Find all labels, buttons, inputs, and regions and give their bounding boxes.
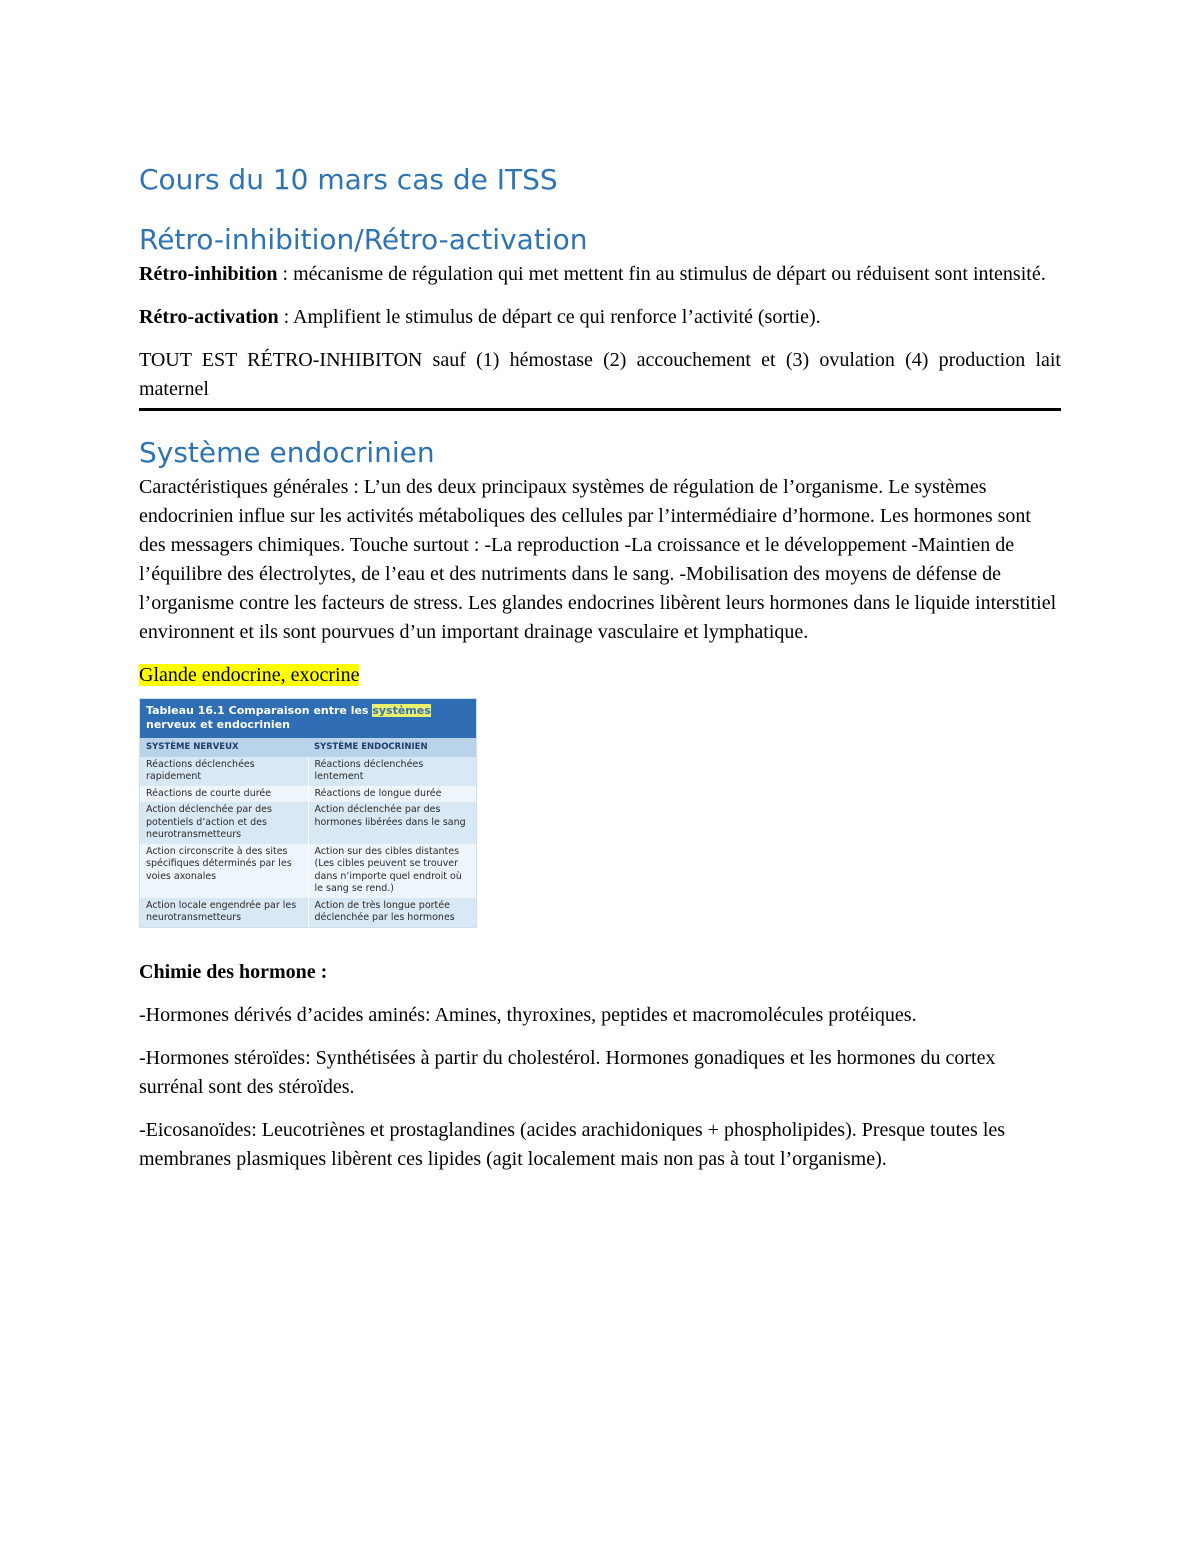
chimie-paragraph-3: -Eicosanoïdes: Leucotriènes et prostaglandines (acides arachidoniques + phospholipides). Presque toutes les membranes plasmiques libèrent ces lipides (agit localement mais non pas à tout l’organisme).	[139, 1118, 1006, 1170]
highlighted-text: Glande endocrine, exocrine	[139, 664, 360, 686]
table-title-part2: nerveux et endocrinien	[146, 718, 290, 731]
horizontal-divider	[139, 408, 1061, 411]
table-row	[140, 898, 476, 927]
table-title	[140, 699, 476, 738]
retro-activation-paragraph	[139, 303, 1061, 332]
chimie-paragraph-1: -Hormones dérivés d’acides aminés: Amines, thyroxines, peptides et macromolécules protéiques.	[139, 1003, 917, 1026]
table-cell: Réactions déclenchées rapidement	[140, 757, 309, 786]
table-body	[140, 757, 476, 927]
section-heading-endocrine: Système endocrinien	[139, 436, 435, 469]
table-row	[140, 802, 476, 844]
retro-summary: TOUT EST RÉTRO-INHIBITON sauf (1) hémostase (2) accouchement et (3) ovulation (4) production lait maternel	[139, 349, 1061, 400]
table-cell: Action de très longue portée déclenchée par les hormones	[314, 899, 455, 923]
table-cell: Réactions de courte durée	[140, 786, 309, 803]
highlight-line	[139, 661, 1061, 690]
table-cell: Action locale engendrée par les neurotransmetteurs	[140, 898, 309, 927]
table-title-highlight: systèmes	[372, 704, 431, 717]
table-cell: Action circonscrite à des sites spécifiques déterminés par les voies axonales	[140, 844, 309, 898]
table-cell: Réactions déclenchées lentement	[314, 758, 424, 782]
page-title: Cours du 10 mars cas de ITSS	[139, 163, 558, 196]
document-page	[139, 160, 1061, 1188]
chimie-heading-text: Chimie des hormone :	[139, 960, 328, 983]
table-header-col2: SYSTÈME ENDOCRINIEN	[314, 742, 428, 752]
retro-inhibition-paragraph	[139, 260, 1061, 289]
table-row	[140, 757, 476, 786]
table-row	[140, 844, 476, 898]
retro-inhibition-definition: : mécanisme de régulation qui met mettent fin au stimulus de départ ou réduisent sont intensité.	[277, 263, 1046, 285]
table-header-row	[140, 738, 476, 757]
retro-activation-term: Rétro-activation	[139, 306, 279, 328]
table-header-col1: SYSTÈME NERVEUX	[146, 742, 239, 752]
table-cell: Action sur des cibles distantes (Les cibles peuvent se trouver dans n’importe quel endroit où le sang se rend.)	[314, 845, 462, 894]
section-heading-retro: Rétro-inhibition/Rétro-activation	[139, 223, 588, 256]
retro-activation-definition: : Amplifient le stimulus de départ ce qui renforce l’activité (sortie).	[278, 306, 821, 328]
retro-inhibition-term: Rétro-inhibition	[139, 263, 278, 285]
chimie-heading	[139, 958, 1061, 987]
chimie-paragraph-2: -Hormones stéroïdes: Synthétisées à partir du cholestérol. Hormones gonadiques et les hormones du cortex surrénal sont des stéroïdes.	[139, 1046, 996, 1098]
comparison-table-figure	[139, 698, 477, 928]
table-cell: Action déclenchée par des potentiels d’action et des neurotransmetteurs	[140, 802, 309, 844]
table-cell: Réactions de longue durée	[314, 787, 442, 799]
endocrine-paragraph: Caractéristiques générales : L’un des deux principaux systèmes de régulation de l’organisme. Le systèmes endocrinien influe sur les activités métaboliques des cellules par l’intermédiaire d’hormone. Les hormones sont des messagers chimiques. Touche surtout : -La reproduction -La croissance et le développement -Maintien de l’équilibre des électrolytes, de l’eau et des nutriments dans le sang. -Mobilisation des moyens de défense de l’organisme contre les facteurs de stress. Les glandes endocrines libèrent leurs hormones dans le liquide interstitiel environnent et ils sont pourvues d’un important drainage vasculaire et lymphatique.	[139, 476, 1057, 643]
table-title-part1: Tableau 16.1 Comparaison entre les	[146, 704, 373, 717]
table-cell: Action déclenchée par des hormones libérées dans le sang	[314, 804, 466, 828]
table-row	[140, 786, 476, 803]
